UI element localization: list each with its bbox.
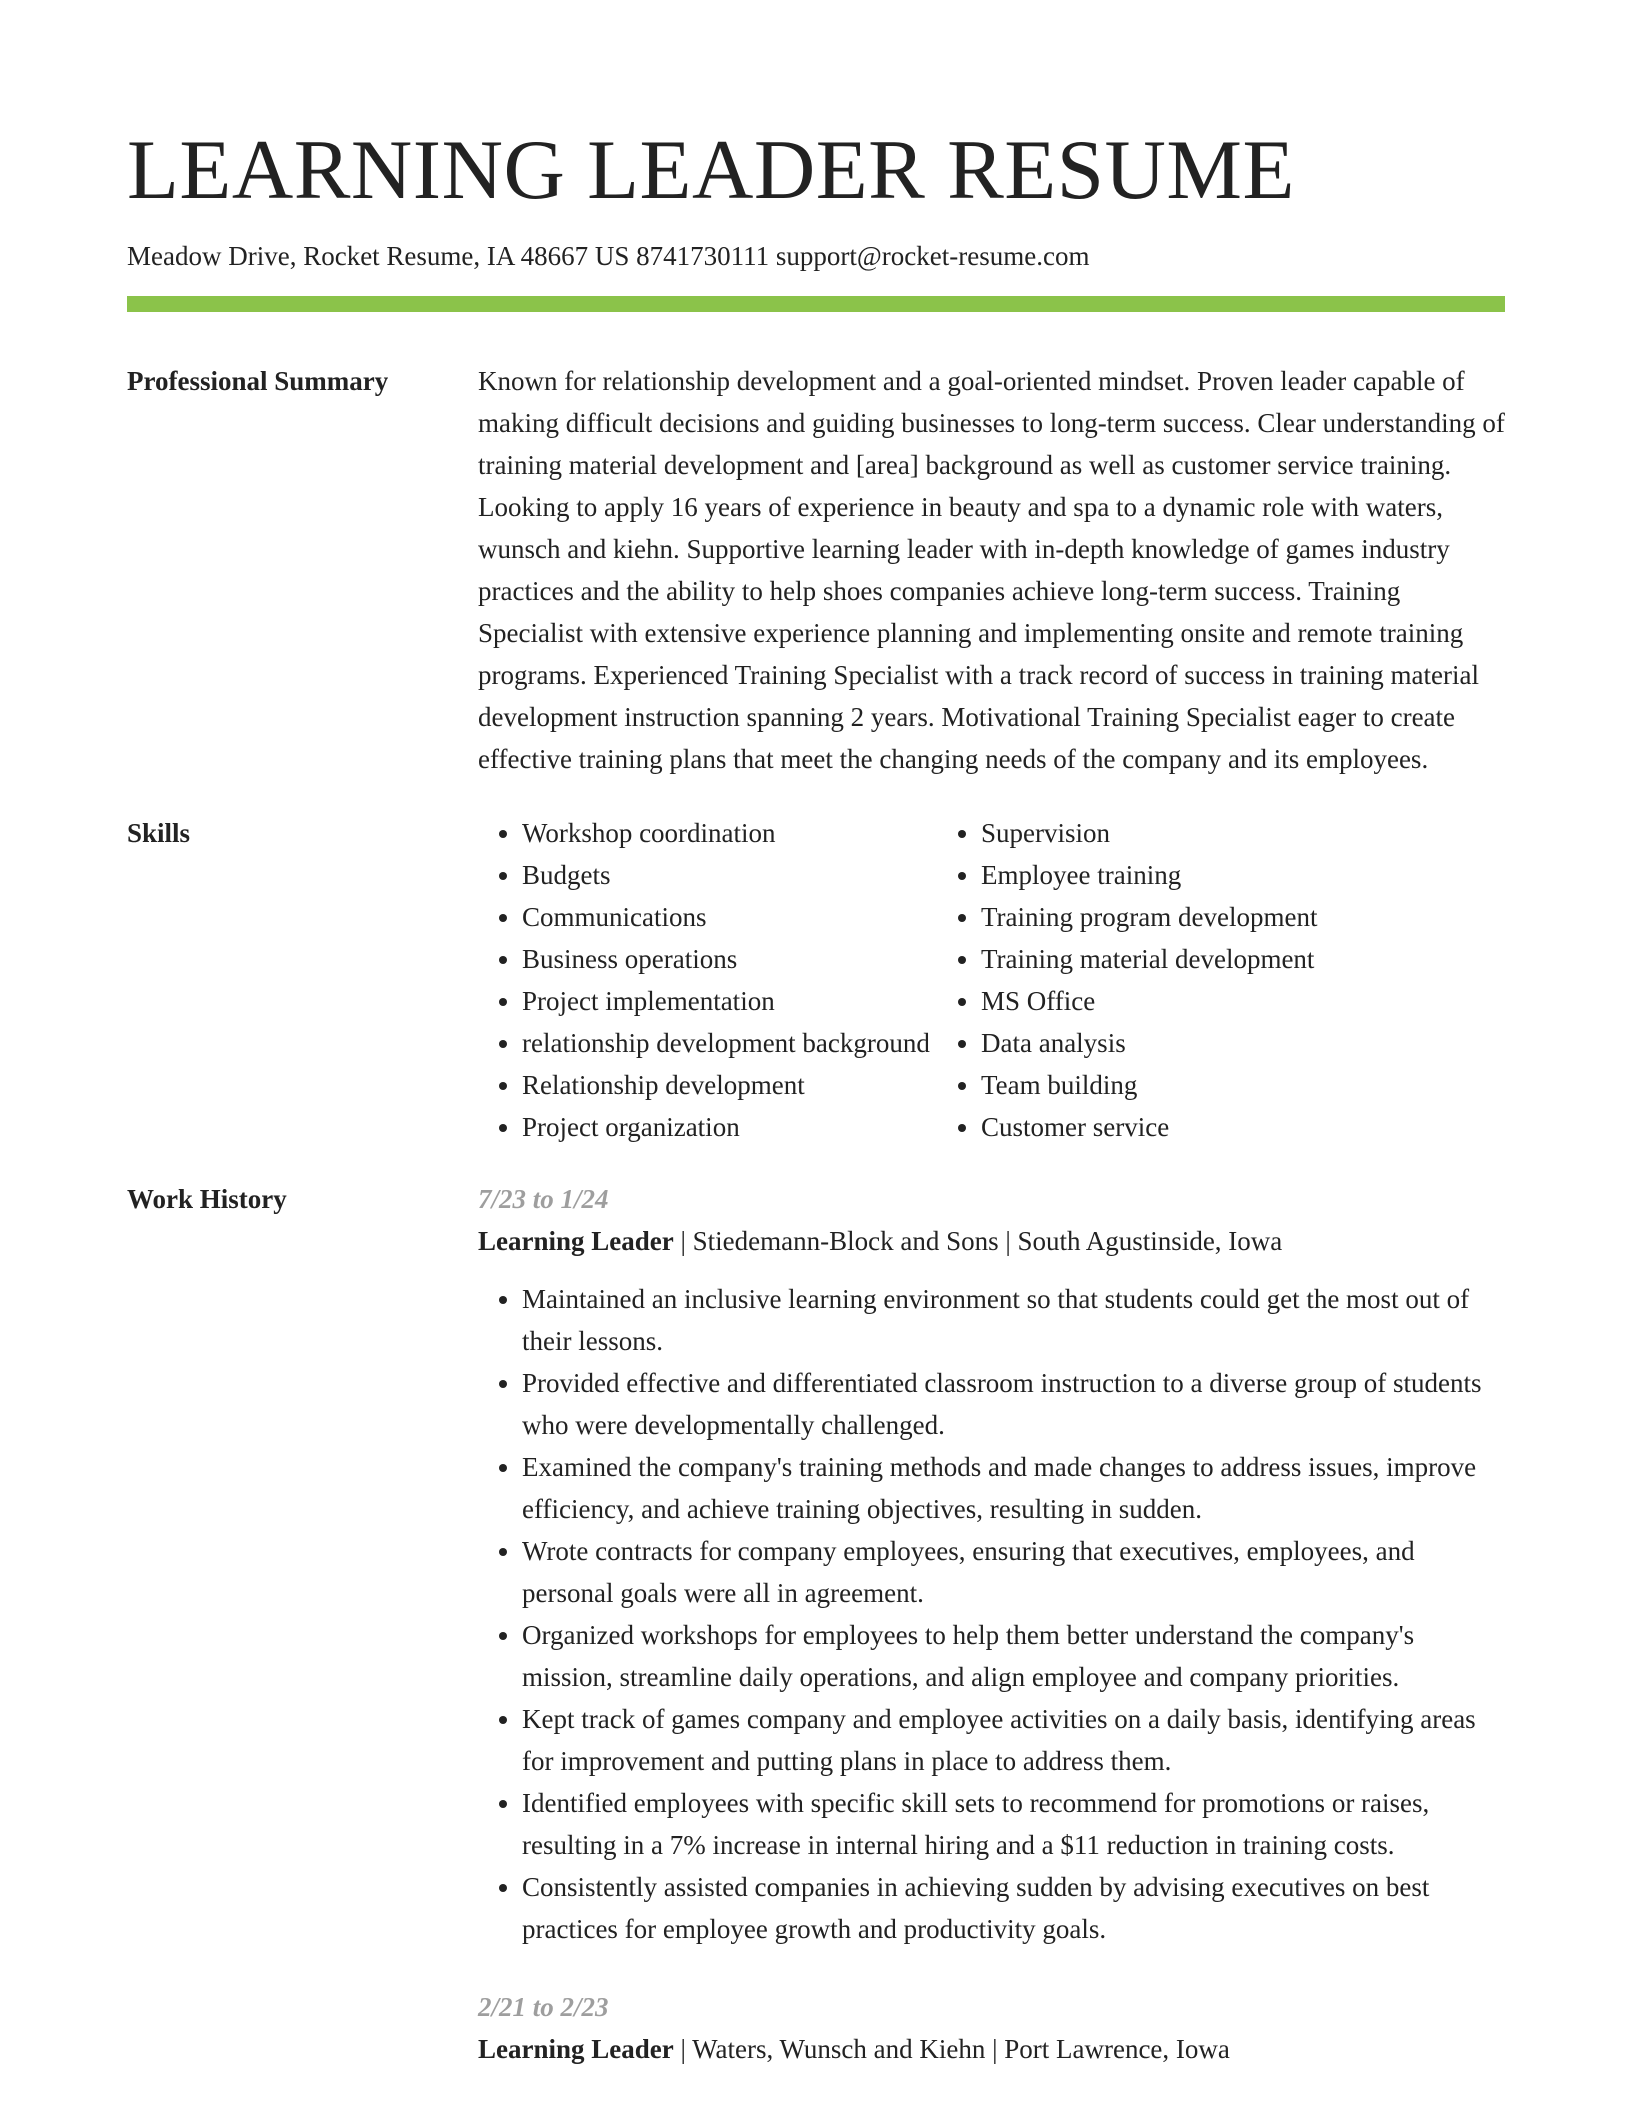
work-history-body	[478, 1178, 1505, 2070]
job-bullet: • Kept track of games company and employee activities on a daily basis, identifying areas for improvement and putting plans in place to address them.	[522, 1698, 1505, 1782]
job-heading	[478, 2028, 1505, 2070]
job-bullet: • Provided effective and differentiated classroom instruction to a diverse group of students who were developmentally challenged.	[522, 1362, 1505, 1446]
job-employer-location: | Stiedemann-Block and Sons | South Agustinside, Iowa	[673, 1226, 1283, 1256]
contact-info: Meadow Drive, Rocket Resume, IA 48667 US 8741730111 support@rocket-resume.com	[127, 241, 1090, 271]
header-divider	[127, 296, 1505, 312]
skill-item: • Data analysis	[981, 1022, 1505, 1064]
job-bullet: • Wrote contracts for company employees, ensuring that executives, employees, and personal goals were all in agreement.	[522, 1530, 1505, 1614]
professional-summary-section	[127, 360, 1505, 780]
skill-item: • Business operations	[522, 938, 937, 980]
skill-item: • Supervision	[981, 812, 1505, 854]
job-employer-location: | Waters, Wunsch and Kiehn | Port Lawrence, Iowa	[673, 2034, 1230, 2064]
summary-text: Known for relationship development and a goal-oriented mindset. Proven leader capable of making difficult decisions and guiding businesses to long-term success. Clear understanding of training material development and [area] background as well as customer service training. Looking to apply 16 years of experience in beauty and spa to a dynamic role with waters, wunsch and kiehn. Supportive learning leader with in-depth knowledge of games industry practices and the ability to help shoes companies achieve long-term success. Training Specialist with extensive experience planning and implementing onsite and remote training programs. Experienced Training Specialist with a track record of success in training material development instruction spanning 2 years. Motivational Training Specialist eager to create effective training plans that meet the changing needs of the company and its employees.	[478, 366, 1505, 774]
skill-item: • Workshop coordination	[522, 812, 937, 854]
skill-item: • relationship development background	[522, 1022, 937, 1064]
skill-item: • Employee training	[981, 854, 1505, 896]
skills-list-right	[937, 812, 1505, 1148]
skill-item: • Project implementation	[522, 980, 937, 1022]
skill-item: • MS Office	[981, 980, 1505, 1022]
job-bullet: • Consistently assisted companies in achieving sudden by advising executives on best practices for employee growth and productivity goals.	[522, 1866, 1505, 1950]
skills-grid	[478, 812, 1505, 1148]
job-bullet: • Identified employees with specific skill sets to recommend for promotions or raises, resulting in a 7% increase in internal hiring and a $11 reduction in training costs.	[522, 1782, 1505, 1866]
job-entry	[478, 1986, 1505, 2070]
skill-item: • Training program development	[981, 896, 1505, 938]
skill-item: • Communications	[522, 896, 937, 938]
skills-list-left	[478, 812, 937, 1148]
skill-item: • Project organization	[522, 1106, 937, 1148]
skill-item: • Relationship development	[522, 1064, 937, 1106]
skill-item: • Training material development	[981, 938, 1505, 980]
job-heading	[478, 1220, 1505, 1262]
job-entry	[478, 1178, 1505, 1950]
section-label-professional-summary: Professional Summary	[127, 366, 389, 396]
section-label-work-history: Work History	[127, 1184, 287, 1214]
section-label-skills: Skills	[127, 818, 191, 848]
work-history-section	[127, 1178, 1505, 2070]
job-bullets	[478, 1278, 1505, 1950]
skills-section	[127, 812, 1505, 1148]
page-title: LEARNING LEADER RESUME	[127, 123, 1295, 217]
job-bullet: • Maintained an inclusive learning environment so that students could get the most out of their lessons.	[522, 1278, 1505, 1362]
job-bullet: • Examined the company's training methods and made changes to address issues, improve efficiency, and achieve training objectives, resulting in sudden.	[522, 1446, 1505, 1530]
job-dates: 7/23 to 1/24	[478, 1184, 609, 1214]
skill-item: • Team building	[981, 1064, 1505, 1106]
job-bullet: • Organized workshops for employees to help them better understand the company's mission, streamline daily operations, and align employee and company priorities.	[522, 1614, 1505, 1698]
skill-item: • Customer service	[981, 1106, 1505, 1148]
job-title: Learning Leader	[478, 2034, 674, 2064]
job-title: Learning Leader	[478, 1226, 674, 1256]
job-dates: 2/21 to 2/23	[478, 1992, 609, 2022]
skill-item: • Budgets	[522, 854, 937, 896]
